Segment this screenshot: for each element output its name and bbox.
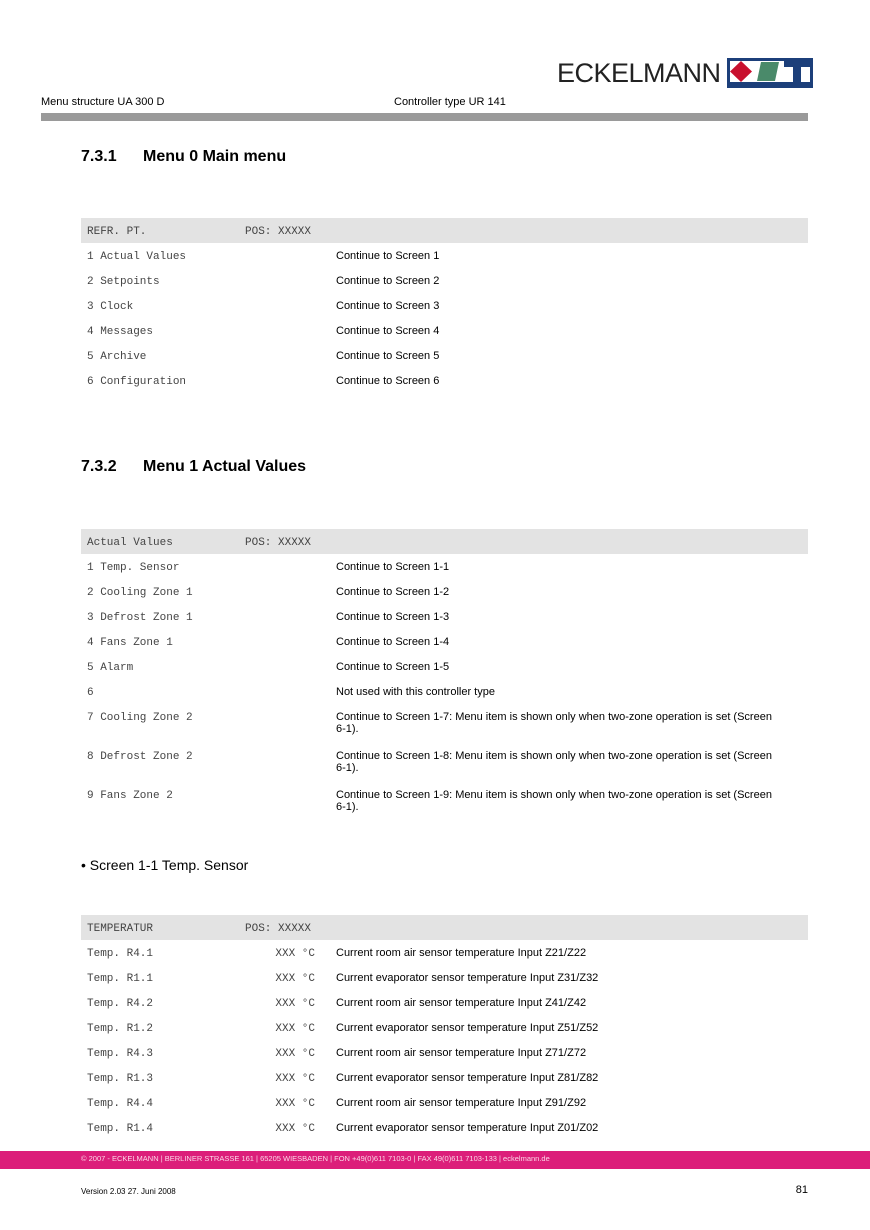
sensor-label: Temp. R4.4 <box>87 1098 154 1110</box>
sensor-label: Temp. R4.2 <box>87 998 154 1010</box>
page-number: 81 <box>795 1184 808 1196</box>
item-description: Continue to Screen 4 <box>336 325 440 337</box>
table-row <box>81 743 808 782</box>
item-description: Current evaporator sensor temperature Input Z31/Z32 <box>336 972 599 984</box>
footer-address: © 2007 - ECKELMANN | BERLINER STRASSE 161 | 65205 WIESBADEN | FON +49(0)611 7103-0 | FAX 49(0)611 7103-133 | eckelmann.de <box>81 1154 550 1163</box>
item-description: Current room air sensor temperature Input Z21/Z22 <box>336 947 587 959</box>
table-row <box>81 368 808 393</box>
item-description: Current evaporator sensor temperature Input Z51/Z52 <box>336 1022 599 1034</box>
menu-item: 2 Cooling Zone 1 <box>87 587 193 599</box>
menu-item: 1 Temp. Sensor <box>87 562 180 574</box>
sensor-label: Temp. R1.1 <box>87 973 154 985</box>
menu-item: 6 Configuration <box>87 376 187 388</box>
main-menu-table <box>81 218 808 393</box>
section-number: 7.3.1 <box>81 148 117 165</box>
display-title: Actual Values <box>87 537 173 549</box>
display-title: TEMPERATUR <box>87 923 154 935</box>
item-description: Continue to Screen 2 <box>336 275 440 287</box>
table-row <box>81 1115 808 1140</box>
menu-item: 5 Archive <box>87 351 147 363</box>
item-description: Continue to Screen 1-9: Menu item is shown only when two-zone operation is set (Screen 6-1). <box>336 789 772 813</box>
display-position: POS: XXXXX <box>245 923 312 935</box>
table-header-row <box>81 218 808 243</box>
section-heading-7-3-2 <box>81 458 306 476</box>
item-description: Continue to Screen 5 <box>336 350 440 362</box>
table-header-row <box>81 529 808 554</box>
table-row <box>81 293 808 318</box>
table-row <box>81 268 808 293</box>
actual-values-table <box>81 529 808 821</box>
item-description: Continue to Screen 1-3 <box>336 611 450 623</box>
sensor-label: Temp. R1.2 <box>87 1023 154 1035</box>
menu-item: 7 Cooling Zone 2 <box>87 712 193 724</box>
section-title: Menu 0 Main menu <box>143 148 287 165</box>
item-description: Current evaporator sensor temperature Input Z01/Z02 <box>336 1122 599 1134</box>
table-row <box>81 965 808 990</box>
item-description: Continue to Screen 1-7: Menu item is shown only when two-zone operation is set (Screen 6-1). <box>336 711 772 735</box>
eckelmann-logo <box>557 57 813 89</box>
table-row <box>81 704 808 743</box>
item-description: Continue to Screen 3 <box>336 300 440 312</box>
item-description: Continue to Screen 1-8: Menu item is shown only when two-zone operation is set (Screen 6-1). <box>336 750 772 774</box>
table-row <box>81 243 808 268</box>
display-title: REFR. PT. <box>87 226 147 238</box>
header-divider <box>41 113 808 121</box>
section-number: 7.3.2 <box>81 458 117 475</box>
header-document-title: Menu structure UA 300 D <box>41 96 165 108</box>
table-row <box>81 604 808 629</box>
logo-text: ECKELMANN <box>557 58 721 88</box>
table-row <box>81 679 808 704</box>
menu-item: 6 <box>87 687 94 699</box>
item-description: Not used with this controller type <box>336 686 495 698</box>
subsection-bullet <box>81 857 248 873</box>
table-header-row <box>81 915 808 940</box>
sensor-value: XXX °C <box>275 1048 315 1060</box>
sensor-value: XXX °C <box>275 1123 315 1135</box>
menu-item: 4 Messages <box>87 326 154 338</box>
table-row <box>81 579 808 604</box>
item-description: Current evaporator sensor temperature Input Z81/Z82 <box>336 1072 599 1084</box>
table-row <box>81 940 808 965</box>
menu-item: 1 Actual Values <box>87 251 187 263</box>
sensor-label: Temp. R4.1 <box>87 948 154 960</box>
item-description: Continue to Screen 1 <box>336 250 440 262</box>
temperature-table <box>81 915 808 1140</box>
menu-item: 5 Alarm <box>87 662 134 674</box>
table-row <box>81 1090 808 1115</box>
item-description: Continue to Screen 1-1 <box>336 561 450 573</box>
item-description: Continue to Screen 1-4 <box>336 636 450 648</box>
table-row <box>81 1015 808 1040</box>
item-description: Continue to Screen 1-5 <box>336 661 450 673</box>
section-title: Menu 1 Actual Values <box>143 458 307 475</box>
sensor-value: XXX °C <box>275 1098 315 1110</box>
header-controller-type: Controller type UR 141 <box>394 96 506 108</box>
menu-item: 3 Clock <box>87 301 134 313</box>
table-row <box>81 343 808 368</box>
menu-item: 2 Setpoints <box>87 276 160 288</box>
sensor-value: XXX °C <box>275 998 315 1010</box>
sensor-value: XXX °C <box>275 973 315 985</box>
version-info: Version 2.03 27. Juni 2008 <box>81 1187 176 1196</box>
table-row <box>81 1040 808 1065</box>
table-row <box>81 782 808 821</box>
item-description: Continue to Screen 1-2 <box>336 586 450 598</box>
item-description: Current room air sensor temperature Input Z91/Z92 <box>336 1097 587 1109</box>
sensor-label: Temp. R4.3 <box>87 1048 154 1060</box>
bullet-icon: • <box>81 857 86 873</box>
sensor-value: XXX °C <box>275 1073 315 1085</box>
table-row <box>81 554 808 579</box>
footer-bar <box>0 1151 870 1169</box>
item-description: Continue to Screen 6 <box>336 375 440 387</box>
table-row <box>81 1065 808 1090</box>
menu-item: 4 Fans Zone 1 <box>87 637 173 649</box>
sensor-value: XXX °C <box>275 948 315 960</box>
sensor-label: Temp. R1.3 <box>87 1073 154 1085</box>
item-description: Current room air sensor temperature Input Z71/Z72 <box>336 1047 587 1059</box>
table-row <box>81 629 808 654</box>
table-row <box>81 654 808 679</box>
logo-mark-icon <box>727 58 813 88</box>
menu-item: 3 Defrost Zone 1 <box>87 612 193 624</box>
display-position: POS: XXXXX <box>245 537 312 549</box>
table-row <box>81 990 808 1015</box>
menu-item: 8 Defrost Zone 2 <box>87 751 193 763</box>
menu-item: 9 Fans Zone 2 <box>87 790 173 802</box>
section-heading-7-3-1 <box>81 148 286 166</box>
subsection-title: Screen 1-1 Temp. Sensor <box>89 857 249 873</box>
sensor-value: XXX °C <box>275 1023 315 1035</box>
sensor-label: Temp. R1.4 <box>87 1123 154 1135</box>
item-description: Current room air sensor temperature Input Z41/Z42 <box>336 997 587 1009</box>
display-position: POS: XXXXX <box>245 226 312 238</box>
table-row <box>81 318 808 343</box>
